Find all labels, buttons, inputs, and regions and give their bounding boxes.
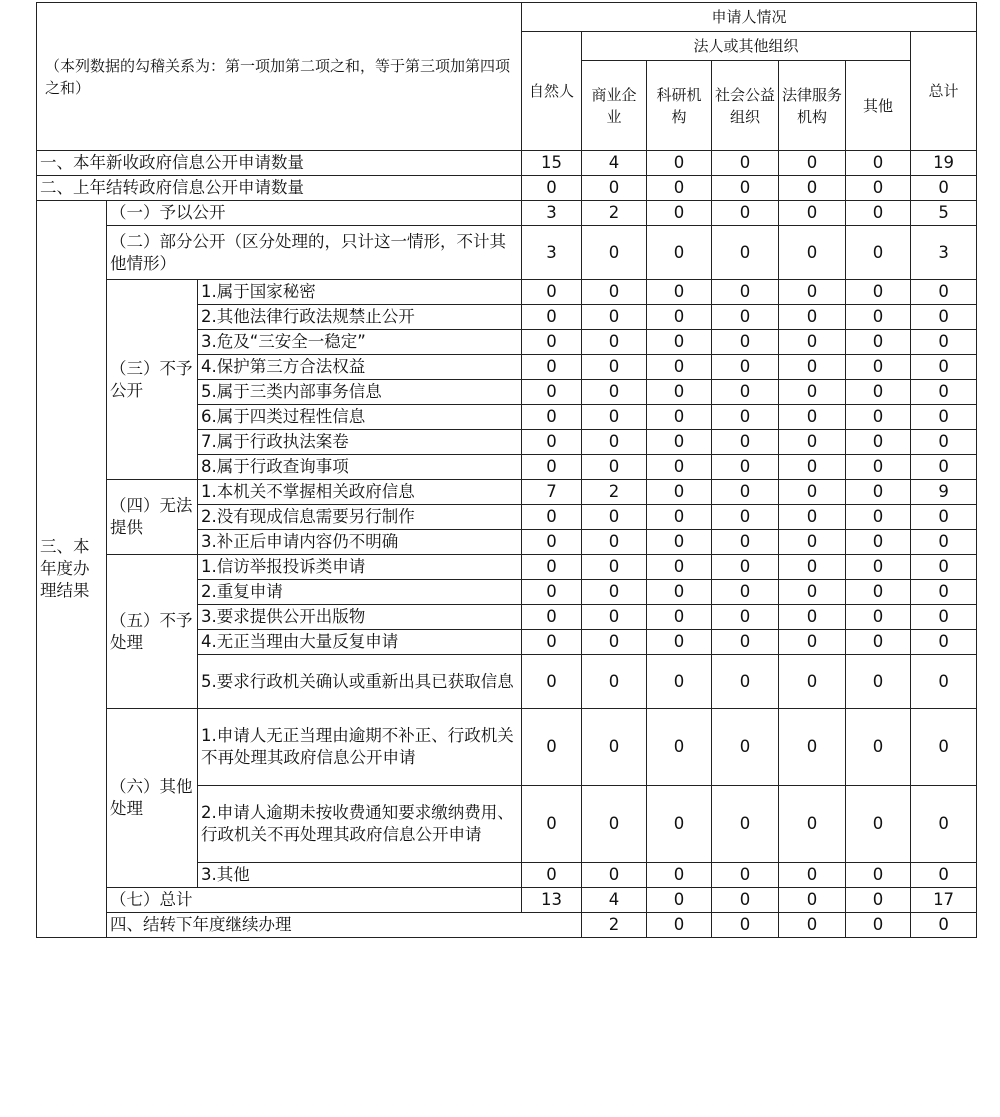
row-label: 2.申请人逾期未按收费通知要求缴纳费用、行政机关不再处理其政府信息公开申请 xyxy=(198,786,522,863)
applications-table xyxy=(36,2,977,938)
org-col-header: 社会公益组织 xyxy=(712,61,779,151)
value-cell: 0 xyxy=(779,709,846,786)
value-cell: 0 xyxy=(522,655,582,709)
value-cell: 0 xyxy=(582,226,647,280)
value-cell: 0 xyxy=(779,913,846,938)
value-cell: 0 xyxy=(647,786,712,863)
value-cell: 0 xyxy=(911,380,977,405)
value-cell: 0 xyxy=(522,176,582,201)
value-cell: 0 xyxy=(779,863,846,888)
value-cell: 0 xyxy=(712,330,779,355)
value-cell: 0 xyxy=(846,480,911,505)
not-process-group: （五）不予处理 xyxy=(107,555,198,709)
value-cell: 0 xyxy=(712,605,779,630)
value-cell: 0 xyxy=(846,380,911,405)
row-label: 1.本机关不掌握相关政府信息 xyxy=(198,480,522,505)
value-cell: 0 xyxy=(846,226,911,280)
value-cell: 0 xyxy=(712,380,779,405)
row-label: （二）部分公开（区分处理的，只计这一情形，不计其他情形） xyxy=(107,226,522,280)
row-label: 4.无正当理由大量反复申请 xyxy=(198,630,522,655)
value-cell: 5 xyxy=(911,201,977,226)
row-label: 3.其他 xyxy=(198,863,522,888)
row-label: 3.要求提供公开出版物 xyxy=(198,605,522,630)
value-cell: 15 xyxy=(522,151,582,176)
value-cell: 0 xyxy=(522,405,582,430)
value-cell: 0 xyxy=(779,580,846,605)
value-cell: 0 xyxy=(647,888,712,913)
value-cell: 0 xyxy=(522,709,582,786)
value-cell: 0 xyxy=(647,455,712,480)
table-row xyxy=(37,913,977,938)
row-label: 二、上年结转政府信息公开申请数量 xyxy=(37,176,522,201)
table-row xyxy=(37,480,977,505)
row-label: 一、本年新收政府信息公开申请数量 xyxy=(37,151,522,176)
value-cell: 0 xyxy=(846,355,911,380)
value-cell: 0 xyxy=(911,630,977,655)
value-cell: 0 xyxy=(712,405,779,430)
value-cell: 0 xyxy=(712,863,779,888)
value-cell: 0 xyxy=(846,405,911,430)
value-cell: 0 xyxy=(911,176,977,201)
row-label: 2.没有现成信息需要另行制作 xyxy=(198,505,522,530)
value-cell: 0 xyxy=(712,305,779,330)
value-cell: 0 xyxy=(647,505,712,530)
value-cell: 0 xyxy=(712,176,779,201)
table-row xyxy=(37,709,977,786)
value-cell: 0 xyxy=(911,709,977,786)
value-cell: 0 xyxy=(522,530,582,555)
value-cell: 0 xyxy=(582,655,647,709)
row-label: 1.信访举报投诉类申请 xyxy=(198,555,522,580)
value-cell: 0 xyxy=(779,380,846,405)
value-cell: 0 xyxy=(911,580,977,605)
row-label: 8.属于行政查询事项 xyxy=(198,455,522,480)
value-cell: 0 xyxy=(846,863,911,888)
value-cell: 0 xyxy=(779,151,846,176)
value-cell: 0 xyxy=(522,330,582,355)
value-cell: 0 xyxy=(911,355,977,380)
value-cell: 0 xyxy=(647,709,712,786)
value-cell: 0 xyxy=(911,405,977,430)
value-cell: 0 xyxy=(712,505,779,530)
value-cell: 0 xyxy=(911,786,977,863)
value-cell: 0 xyxy=(582,405,647,430)
row-label: 5.属于三类内部事务信息 xyxy=(198,380,522,405)
value-cell: 0 xyxy=(647,605,712,630)
value-cell: 0 xyxy=(647,555,712,580)
value-cell: 0 xyxy=(582,555,647,580)
value-cell: 0 xyxy=(647,176,712,201)
value-cell: 0 xyxy=(846,709,911,786)
table-row xyxy=(37,151,977,176)
value-cell: 0 xyxy=(846,655,911,709)
row-label: 6.属于四类过程性信息 xyxy=(198,405,522,430)
table-row xyxy=(37,201,977,226)
row-label: （一）予以公开 xyxy=(107,201,522,226)
value-cell: 19 xyxy=(911,151,977,176)
value-cell: 0 xyxy=(846,605,911,630)
value-cell: 0 xyxy=(911,330,977,355)
value-cell: 0 xyxy=(911,913,977,938)
value-cell: 0 xyxy=(647,226,712,280)
row-label: 3.补正后申请内容仍不明确 xyxy=(198,530,522,555)
row-label: 3.危及“三安全一稳定” xyxy=(198,330,522,355)
value-cell: 0 xyxy=(522,630,582,655)
value-cell: 0 xyxy=(846,505,911,530)
value-cell: 0 xyxy=(582,505,647,530)
value-cell: 0 xyxy=(779,605,846,630)
value-cell: 0 xyxy=(522,605,582,630)
row-label: （七）总计 xyxy=(107,888,522,913)
value-cell: 0 xyxy=(779,305,846,330)
value-cell: 0 xyxy=(779,405,846,430)
table-row xyxy=(37,555,977,580)
value-cell: 0 xyxy=(712,888,779,913)
value-cell: 0 xyxy=(911,863,977,888)
value-cell: 0 xyxy=(582,176,647,201)
value-cell: 0 xyxy=(779,201,846,226)
value-cell: 0 xyxy=(846,151,911,176)
value-cell: 0 xyxy=(712,226,779,280)
applicant-situation-header: 申请人情况 xyxy=(522,3,977,32)
value-cell: 0 xyxy=(582,355,647,380)
value-cell: 0 xyxy=(846,330,911,355)
value-cell: 0 xyxy=(779,655,846,709)
value-cell: 3 xyxy=(522,201,582,226)
value-cell: 0 xyxy=(647,530,712,555)
value-cell: 0 xyxy=(647,580,712,605)
value-cell: 0 xyxy=(647,863,712,888)
value-cell: 0 xyxy=(582,280,647,305)
other-process-group: （六）其他处理 xyxy=(107,709,198,888)
value-cell: 0 xyxy=(647,480,712,505)
value-cell: 0 xyxy=(522,505,582,530)
row-label: 2.其他法律行政法规禁止公开 xyxy=(198,305,522,330)
value-cell: 0 xyxy=(712,580,779,605)
value-cell: 0 xyxy=(712,655,779,709)
value-cell: 0 xyxy=(647,630,712,655)
value-cell: 0 xyxy=(582,709,647,786)
value-cell: 0 xyxy=(582,380,647,405)
row-label: 1.申请人无正当理由逾期不补正、行政机关不再处理其政府信息公开申请 xyxy=(198,709,522,786)
value-cell: 0 xyxy=(911,555,977,580)
value-cell: 0 xyxy=(779,555,846,580)
value-cell: 0 xyxy=(712,555,779,580)
value-cell: 0 xyxy=(647,405,712,430)
value-cell: 0 xyxy=(522,355,582,380)
value-cell: 0 xyxy=(582,580,647,605)
legal-org-header: 法人或其他组织 xyxy=(582,32,911,61)
row-label: 5.要求行政机关确认或重新出具已获取信息 xyxy=(198,655,522,709)
value-cell: 0 xyxy=(846,280,911,305)
value-cell: 0 xyxy=(779,355,846,380)
value-cell: 0 xyxy=(647,151,712,176)
value-cell: 0 xyxy=(846,555,911,580)
value-cell: 0 xyxy=(712,630,779,655)
value-cell: 0 xyxy=(911,455,977,480)
value-cell: 0 xyxy=(522,280,582,305)
value-cell: 0 xyxy=(647,655,712,709)
value-cell: 9 xyxy=(911,480,977,505)
value-cell: 0 xyxy=(712,480,779,505)
value-cell: 0 xyxy=(846,786,911,863)
value-cell: 0 xyxy=(712,201,779,226)
value-cell: 4 xyxy=(582,888,647,913)
value-cell: 0 xyxy=(647,330,712,355)
value-cell: 0 xyxy=(779,176,846,201)
value-cell: 0 xyxy=(647,280,712,305)
value-cell: 0 xyxy=(846,430,911,455)
value-cell: 0 xyxy=(582,630,647,655)
value-cell: 0 xyxy=(582,455,647,480)
value-cell: 0 xyxy=(779,480,846,505)
org-col-header: 商业企业 xyxy=(582,61,647,151)
row-label: 1.属于国家秘密 xyxy=(198,280,522,305)
value-cell: 0 xyxy=(911,280,977,305)
value-cell: 0 xyxy=(846,455,911,480)
org-col-header: 法律服务机构 xyxy=(779,61,846,151)
value-cell: 2 xyxy=(582,913,647,938)
value-cell: 3 xyxy=(911,226,977,280)
value-cell: 0 xyxy=(522,305,582,330)
value-cell: 0 xyxy=(582,605,647,630)
value-cell: 0 xyxy=(582,863,647,888)
value-cell: 0 xyxy=(712,786,779,863)
table-row xyxy=(37,888,977,913)
row-label: 2.重复申请 xyxy=(198,580,522,605)
value-cell: 0 xyxy=(582,530,647,555)
value-cell: 0 xyxy=(779,505,846,530)
value-cell: 0 xyxy=(582,430,647,455)
note-cell: （本列数据的勾稽关系为：第一项加第二项之和，等于第三项加第四项之和） xyxy=(37,3,522,151)
value-cell: 0 xyxy=(522,555,582,580)
value-cell: 0 xyxy=(522,380,582,405)
value-cell: 0 xyxy=(779,226,846,280)
not-open-group: （三）不予公开 xyxy=(107,280,198,480)
value-cell: 4 xyxy=(582,151,647,176)
value-cell: 0 xyxy=(712,280,779,305)
value-cell: 0 xyxy=(582,330,647,355)
value-cell: 2 xyxy=(582,480,647,505)
value-cell: 0 xyxy=(647,913,712,938)
value-cell: 2 xyxy=(582,201,647,226)
value-cell: 17 xyxy=(911,888,977,913)
unable-group: （四）无法提供 xyxy=(107,480,198,555)
row-label: 四、结转下年度继续办理 xyxy=(107,913,582,938)
value-cell: 0 xyxy=(911,605,977,630)
table-row xyxy=(37,226,977,280)
value-cell: 0 xyxy=(712,530,779,555)
value-cell: 0 xyxy=(846,580,911,605)
value-cell: 0 xyxy=(911,505,977,530)
table-row xyxy=(37,280,977,305)
value-cell: 0 xyxy=(779,786,846,863)
value-cell: 0 xyxy=(779,430,846,455)
value-cell: 0 xyxy=(846,630,911,655)
value-cell: 0 xyxy=(712,913,779,938)
value-cell: 0 xyxy=(712,430,779,455)
row-label: 4.保护第三方合法权益 xyxy=(198,355,522,380)
value-cell: 0 xyxy=(712,355,779,380)
value-cell: 0 xyxy=(712,455,779,480)
value-cell: 0 xyxy=(911,655,977,709)
value-cell: 0 xyxy=(647,430,712,455)
value-cell: 0 xyxy=(846,176,911,201)
value-cell: 0 xyxy=(647,380,712,405)
value-cell: 0 xyxy=(911,530,977,555)
value-cell: 0 xyxy=(779,888,846,913)
total-header: 总计 xyxy=(911,32,977,151)
row-label: 7.属于行政执法案卷 xyxy=(198,430,522,455)
value-cell: 0 xyxy=(779,455,846,480)
value-cell: 0 xyxy=(846,305,911,330)
section3-label: 三、本年度办理结果 xyxy=(37,201,107,938)
value-cell: 3 xyxy=(522,226,582,280)
value-cell: 0 xyxy=(846,530,911,555)
value-cell: 0 xyxy=(647,355,712,380)
value-cell: 0 xyxy=(911,430,977,455)
value-cell: 0 xyxy=(779,280,846,305)
value-cell: 0 xyxy=(911,305,977,330)
value-cell: 7 xyxy=(522,480,582,505)
value-cell: 0 xyxy=(846,888,911,913)
value-cell: 0 xyxy=(647,201,712,226)
value-cell: 0 xyxy=(779,330,846,355)
value-cell: 0 xyxy=(522,863,582,888)
value-cell: 0 xyxy=(712,151,779,176)
value-cell: 0 xyxy=(522,455,582,480)
value-cell: 13 xyxy=(522,888,582,913)
value-cell: 0 xyxy=(779,530,846,555)
value-cell: 0 xyxy=(582,305,647,330)
value-cell: 0 xyxy=(846,201,911,226)
value-cell: 0 xyxy=(647,305,712,330)
value-cell: 0 xyxy=(522,580,582,605)
value-cell: 0 xyxy=(779,630,846,655)
org-col-header: 科研机构 xyxy=(647,61,712,151)
org-col-header: 其他 xyxy=(846,61,911,151)
table-row xyxy=(37,176,977,201)
value-cell: 0 xyxy=(712,709,779,786)
natural-person-header: 自然人 xyxy=(522,32,582,151)
value-cell: 0 xyxy=(846,913,911,938)
value-cell: 0 xyxy=(522,786,582,863)
value-cell: 0 xyxy=(522,430,582,455)
value-cell: 0 xyxy=(582,786,647,863)
